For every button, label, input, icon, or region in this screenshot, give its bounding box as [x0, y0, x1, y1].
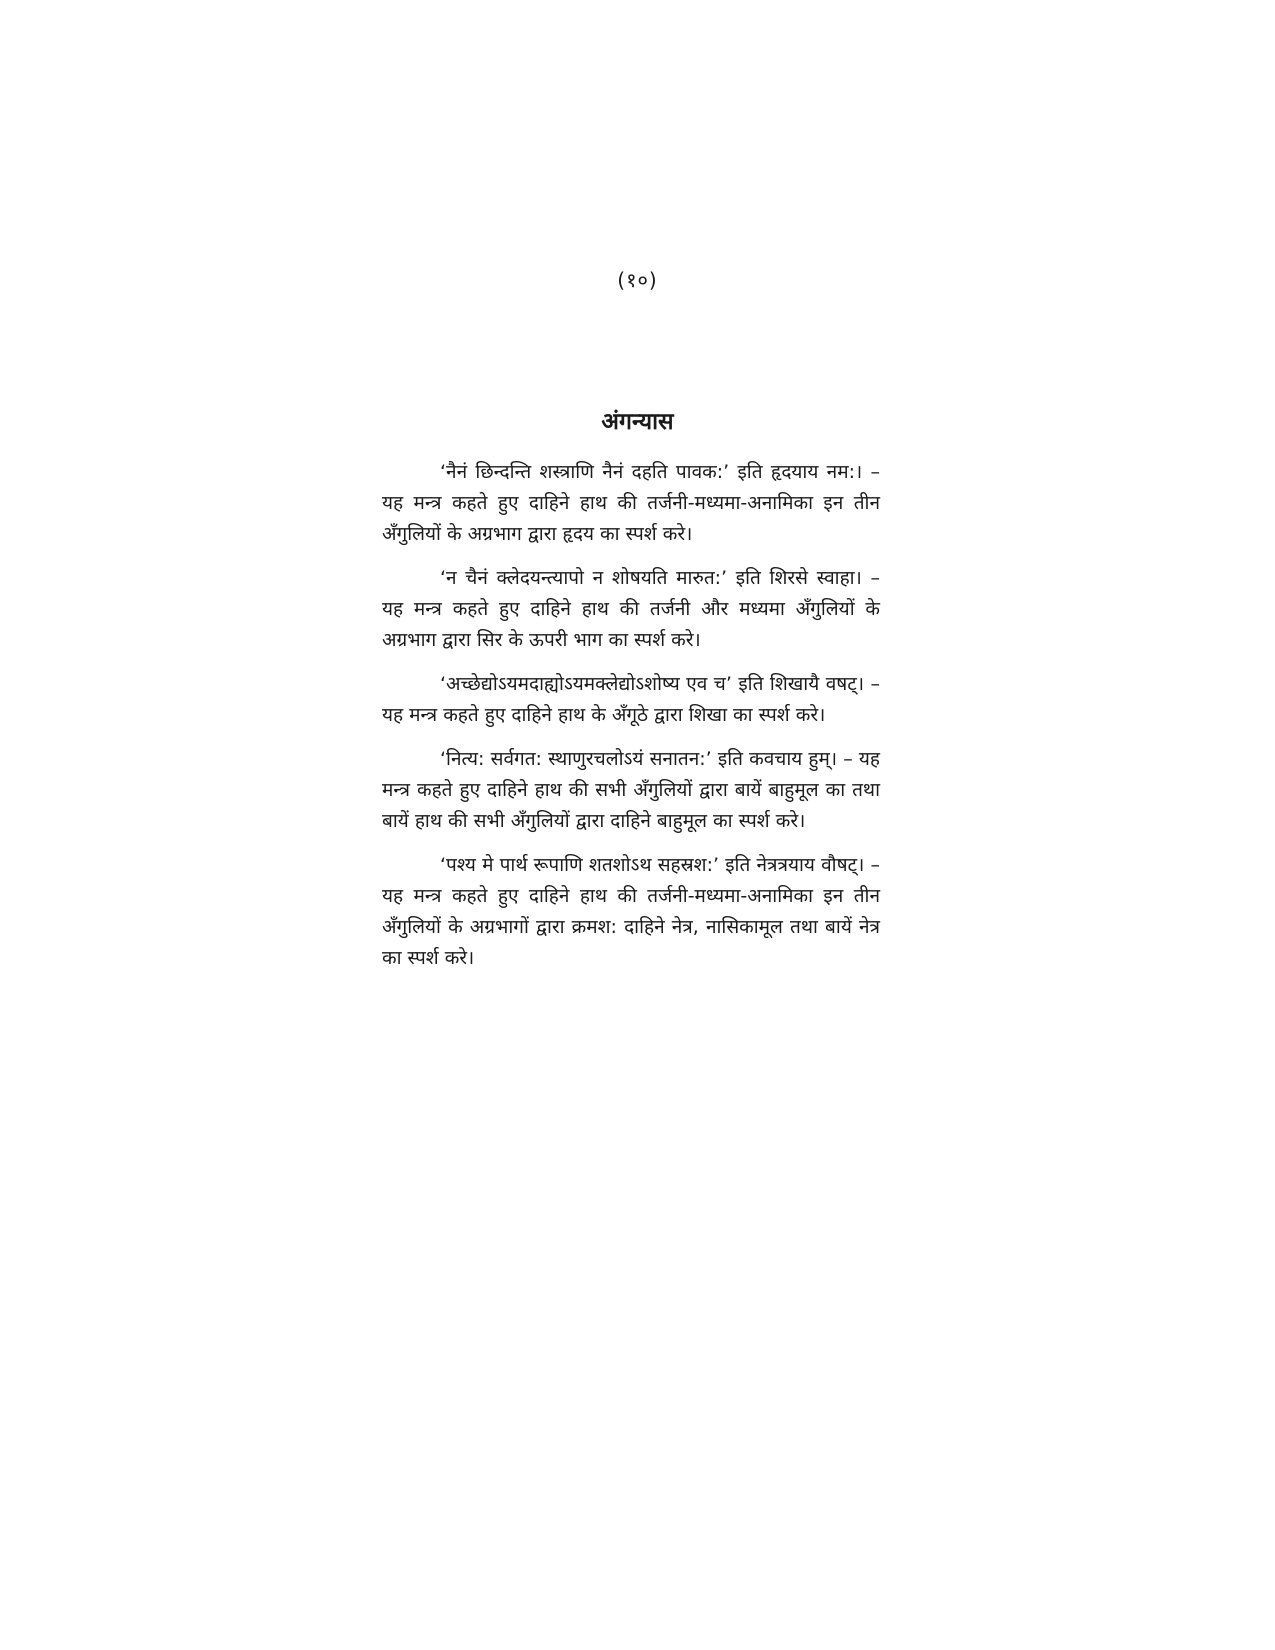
paragraph-netra: ‘पश्य मे पार्थ रूपाणि शतशोऽथ सहस्रश:’ इति नेत्रत्रयाय वौषट्। –यह मन्त्र कहते हुए दाहिने हाथ की तर्जनी-मध्यमा-अनामिका इन तीन अँगुलियों के अग्रभागों द्वारा क्रमश: दाहिने नेत्र, नासिकामूल तथा बायें नेत्र का स्पर्श करे। — [382, 854, 880, 969]
body-text — [382, 457, 880, 987]
paragraph-hridaya: ‘नैनं छिन्दन्ति शस्त्राणि नैनं दहति पावक:’ इति हृदयाय नम:। – यह मन्त्र कहते हुए दाहिने हाथ की तर्जनी-मध्यमा-अनामिका इन तीन अँगुलियों के अग्रभाग द्वारा हृदय का स्पर्श करे। — [382, 461, 880, 545]
page-number: (१०) — [617, 268, 658, 292]
paragraph-shira: ‘न चैनं क्लेदयन्त्यापो न शोषयति मारुत:’ इति शिरसे स्वाहा। – यह मन्त्र कहते हुए दाहिने हाथ की तर्जनी और मध्यमा अँगुलियों के अग्रभाग द्वारा सिर के ऊपरी भाग का स्पर्श करे। — [382, 567, 880, 651]
paragraph-kavach: ‘नित्य: सर्वगत: स्थाणुरचलोऽयं सनातन:’ इति कवचाय हुम्। – यह मन्त्र कहते हुए दाहिने हाथ की सभी अँगुलियों द्वारा बायें बाहुमूल का तथा बायें हाथ की सभी अँगुलियों द्वारा दाहिने बाहुमूल का स्पर्श करे। — [382, 748, 880, 832]
paragraph-shikha: ‘अच्छेद्योऽयमदाह्योऽयमक्लेद्योऽशोष्य एव च’ इति शिखायै वषट्। – यह मन्त्र कहते हुए दाहिने हाथ के अँगूठे द्वारा शिखा का स्पर्श करे। — [382, 673, 880, 726]
page-title: अंगन्यास — [601, 409, 674, 435]
